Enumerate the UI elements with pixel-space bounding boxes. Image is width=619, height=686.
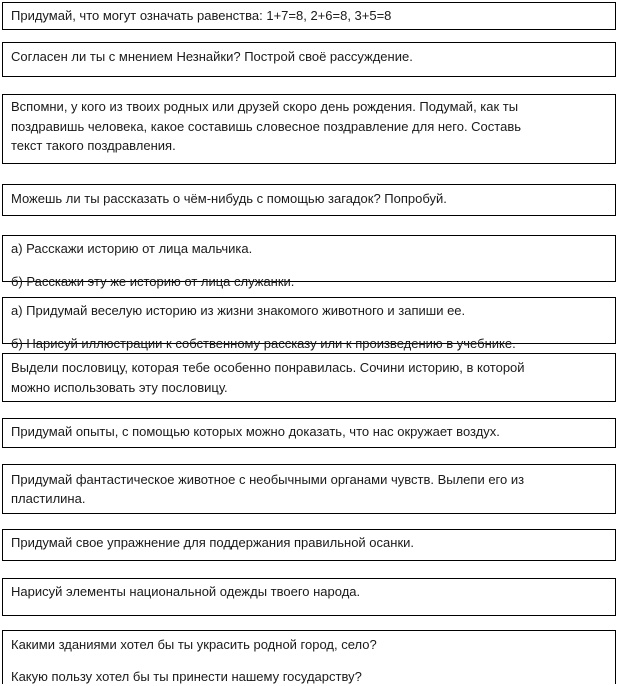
task-text: текст такого поздравления.	[11, 138, 176, 153]
task-card	[2, 464, 616, 514]
task-text: а) Придумай веселую историю из жизни знакомого животного и запиши ее.	[11, 303, 466, 318]
task-text: поздравишь человека, какое составишь словесное поздравление для него. Составь	[11, 119, 522, 134]
task-card	[2, 353, 616, 402]
task-text: Какую пользу хотел бы ты принести нашему государству?	[11, 669, 362, 684]
task-text: Придумай фантастическое животное с необычными органами чувств. Вылепи его из	[11, 472, 525, 487]
task-card	[2, 529, 616, 561]
task-text: можно использовать эту пословицу.	[11, 380, 228, 395]
task-card	[2, 418, 616, 448]
task-card	[2, 297, 616, 351]
task-text: Нарисуй элементы национальной одежды твоего народа.	[11, 584, 361, 599]
task-text: а) Расскажи историю от лица мальчика.	[11, 241, 253, 256]
task-text: пластилина.	[11, 491, 86, 506]
task-text: Придумай опыты, с помощью которых можно доказать, что нас окружает воздух.	[11, 424, 500, 439]
task-text: Можешь ли ты рассказать о чём-нибудь с помощью загадок? Попробуй.	[11, 191, 447, 206]
task-text: б) Нарисуй иллюстрации к собственному рассказу или к произведению в учебнике.	[11, 336, 516, 351]
task-card	[2, 2, 616, 30]
task-card	[2, 630, 616, 684]
task-card	[2, 184, 616, 216]
task-text: Какими зданиями хотел бы ты украсить родной город, село?	[11, 637, 377, 652]
task-text: Придумай, что могут означать равенства: 1+7=8, 2+6=8, 3+5=8	[11, 8, 392, 23]
task-text: Вспомни, у кого из твоих родных или друзей скоро день рождения. Подумай, как ты	[11, 99, 519, 114]
task-text: Придумай свое упражнение для поддержания правильной осанки.	[11, 535, 414, 550]
task-card	[2, 42, 616, 77]
task-card	[2, 235, 616, 289]
task-card	[2, 578, 616, 616]
task-text: Согласен ли ты с мнением Незнайки? Построй своё рассуждение.	[11, 49, 413, 64]
task-text: б) Расскажи эту же историю от лица служанки.	[11, 274, 295, 289]
task-text: Выдели пословицу, которая тебе особенно понравилась. Сочини историю, в которой	[11, 360, 525, 375]
task-card	[2, 94, 616, 164]
